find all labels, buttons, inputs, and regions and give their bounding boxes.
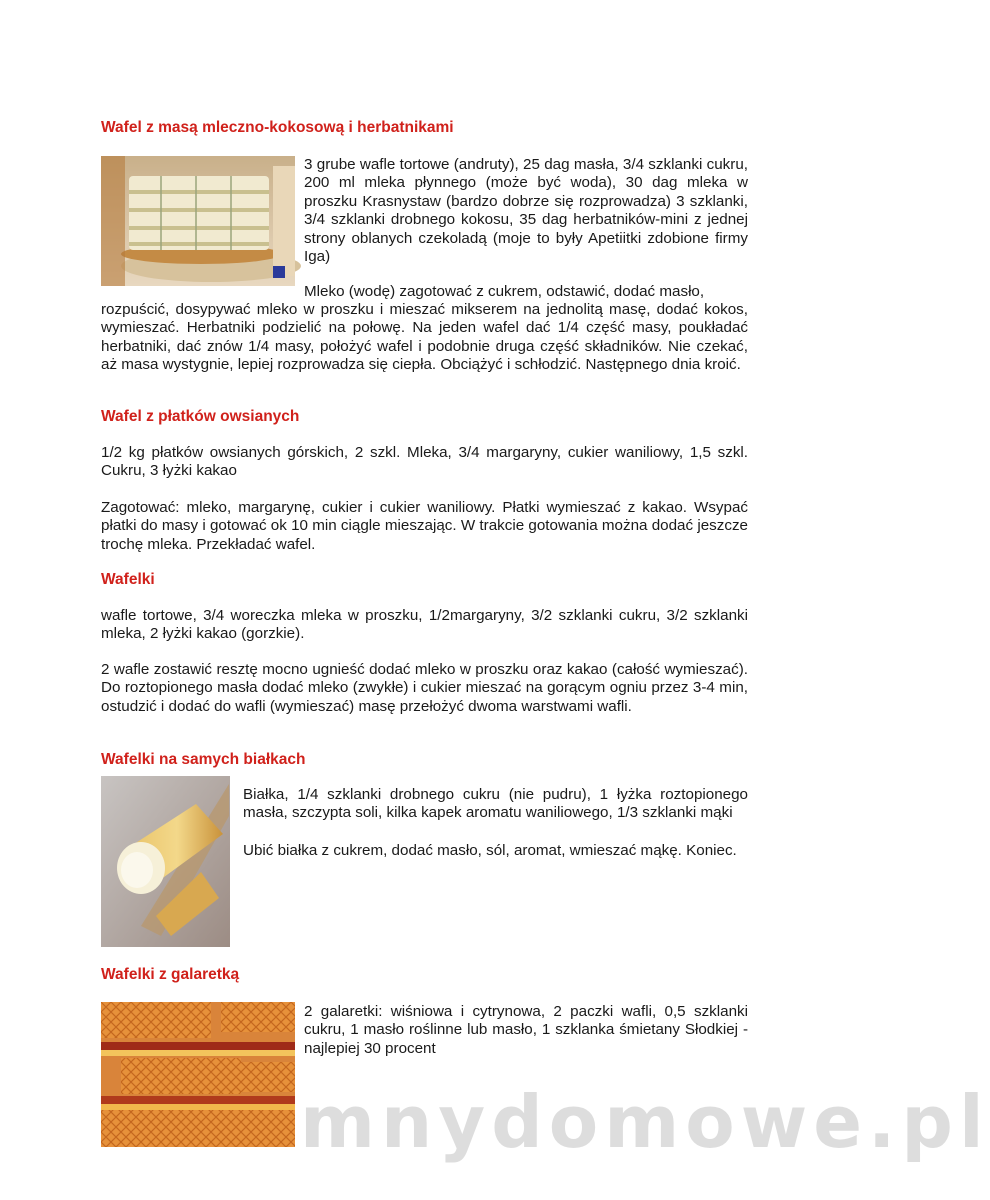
recipe-5-ingredients: 2 galaretki: wiśniowa i cytrynowa, 2 paczki wafli, 0,5 szklanki cukru, 1 masło roślinne lub masło, 1 szklanka śmietany Słodkiej - najlepiej 30 procent — [304, 1003, 748, 1057]
recipe-4-title: Wafelki na samych białkach — [101, 751, 306, 768]
wafer-cake-photo — [101, 156, 295, 286]
recipe-3-method: 2 wafle zostawić resztę mocno ugnieść dodać mleko w proszku oraz kakao (całość wymieszać). Do roztopionego masła dodać mleko (zwykłe) i cukier mieszać na gorącym ogniu przez 3-4 min, ostudzić i dodać do wafli (wymieszać) masę przełożyć dwoma warstwami wafli. — [101, 661, 748, 715]
recipe-1-method: rozpuścić, dosypywać mleko w proszku i mieszać mikserem na jednolitą masę, dodać kokos, wymieszać. Herbatniki podzielić na połowę. Na jeden wafel dać 1/4 część masy, poukładać herbatniki, dać znów 1/4 masy, położyć wafel i podobnie druga część składników. Nie czekać, aż masa wystygnie, lepiej rozprowadza się ciepła. Obciążyć i schłodzić. Następnego dnia kroić. — [101, 301, 748, 374]
recipe-2-ingredients: 1/2 kg płatków owsianych górskich, 2 szkl. Mleka, 3/4 margaryny, cukier waniliowy, 1,5 szkl. Cukru, 3 łyżki kakao — [101, 444, 748, 480]
recipe-4-method: Ubić białka z cukrem, dodać masło, sól, aromat, wmieszać mąkę. Koniec. — [243, 842, 737, 859]
site-watermark: mnydomowe.pl — [300, 1080, 990, 1164]
recipe-1-ingredients: 3 grube wafle tortowe (andruty), 25 dag masła, 3/4 szklanki cukru, 200 ml mleka płynnego (może być woda), 30 dag mleka w proszku Krasnystaw (bardzo dobrze się rozprowadza) 3 szklanki, 3/4 szklanki drobnego kokosu, 35 dag herbatników-mini z jednej strony oblanych czekoladą (moje to były Apetiitki zdobione firmy Iga) — [304, 156, 748, 266]
jelly-wafers-photo — [101, 1002, 295, 1147]
recipe-2-method: Zagotować: mleko, margarynę, cukier i cukier waniliowy. Płatki wymieszać z kakao. Wsypać płatki do masy i gotować ok 10 min ciągle mieszając. W trakcie gotowania można dodać jeszcze trochę mleka. Przekładać wafel. — [101, 499, 748, 553]
cream-horn-photo — [101, 776, 230, 947]
recipe-1-method-start: Mleko (wodę) zagotować z cukrem, odstawić, dodać masło, — [304, 283, 705, 300]
recipe-1-title: Wafel z masą mleczno-kokosową i herbatnikami — [101, 119, 454, 136]
recipe-5-title: Wafelki z galaretką — [101, 966, 240, 983]
recipe-3-ingredients: wafle tortowe, 3/4 woreczka mleka w proszku, 1/2margaryny, 3/2 szklanki cukru, 3/2 szklanki mleka, 2 łyżki kakao (gorzkie). — [101, 607, 748, 643]
recipe-4-ingredients: Białka, 1/4 szklanki drobnego cukru (nie pudru), 1 łyżka roztopionego masła, szczypta soli, kilka kapek aromatu waniliowego, 1/3 szklanki mąki — [243, 786, 748, 822]
recipe-2-title: Wafel z płatków owsianych — [101, 408, 300, 425]
recipe-3-title: Wafelki — [101, 571, 155, 588]
